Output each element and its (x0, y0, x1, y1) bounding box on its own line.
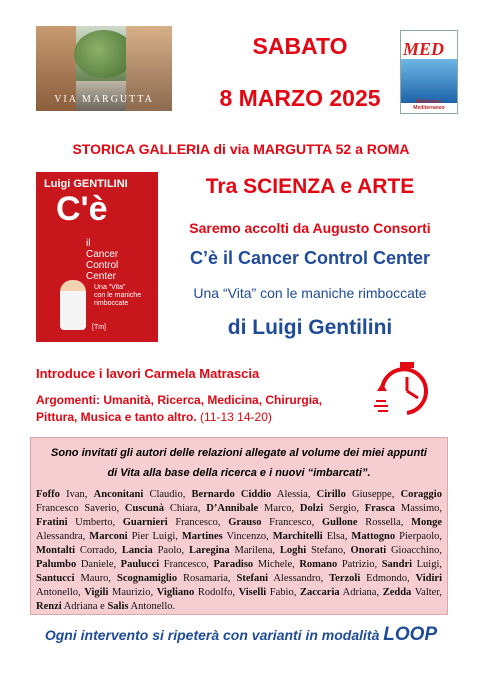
book-title-big: C'è (56, 190, 108, 228)
name-surname: Marchitelli (272, 531, 323, 542)
name-firstname: Paolo, (152, 545, 189, 556)
name-firstname: Marilena, (229, 545, 280, 556)
name-surname: Romano (299, 559, 338, 570)
book-publisher: [Tm] (92, 324, 106, 331)
name-firstname: Patrizio, (337, 559, 382, 570)
name-surname: Montalti (36, 545, 76, 556)
photo-caption: VIA MARGUTTA (54, 94, 154, 105)
invite-text: Sono invitati gli autori delle relazioni allegate al volume dei miei appunti di Vita alla base della ricerca e i nuovi “imbarcati”. (51, 447, 427, 479)
name-surname: Santucci (36, 573, 75, 584)
name-firstname: Giuseppe, (345, 489, 401, 500)
name-firstname: Fabio, (266, 587, 300, 598)
name-surname: Guarnieri (122, 517, 168, 528)
venue: STORICA GALLERIA di via MARGUTTA 52 a ROMA (72, 141, 410, 157)
med-logo (400, 30, 458, 114)
welcome-line: Saremo accolti da Augusto Consorti (189, 220, 431, 236)
names-list (36, 488, 442, 614)
loop-note: Ogni intervento si ripeterà con varianti in modalità LOOP (44, 624, 438, 645)
name-surname: Onorati (350, 545, 387, 556)
intro-line: Introduce i lavori Carmela Matrascia (36, 366, 260, 381)
name-surname: D’Annibale (206, 503, 259, 514)
name-surname: Mattogno (351, 531, 396, 542)
author-figure (60, 280, 86, 330)
book-subtitle-line: Una “Vita” con le maniche rimboccate (193, 285, 427, 301)
name-surname: Monge (411, 517, 442, 528)
name-firstname: Antonello. (128, 601, 176, 612)
name-firstname: Pierpaolo, (395, 531, 443, 542)
name-surname: Bernardo Ciddio (191, 489, 272, 500)
name-firstname: Massimo, (395, 503, 442, 514)
name-surname: Renzi (36, 601, 62, 612)
date-full: 8 MARZO 2025 (219, 85, 381, 111)
name-surname: Vigili (84, 587, 109, 598)
name-firstname: Francesco, (261, 517, 322, 528)
name-surname: Fratini (36, 517, 68, 528)
name-firstname: Rossella, (357, 517, 412, 528)
name-surname: Zedda (382, 587, 412, 598)
timer-icon (372, 360, 442, 422)
name-surname: Frasca (364, 503, 396, 514)
logo-mark: MED (403, 39, 445, 59)
name-surname: Gullone (321, 517, 358, 528)
book-title: C’è il Cancer Control Center (189, 248, 431, 268)
book-tagline: Una “Vita” con le maniche rimboccate (94, 284, 142, 307)
name-firstname: Michele, (253, 559, 300, 570)
name-surname: Lancia (121, 545, 153, 556)
name-surname: Vigliano (156, 587, 195, 598)
book-cover (36, 172, 158, 342)
name-firstname: Marco, (258, 503, 300, 514)
name-firstname: Ivan, (59, 489, 94, 500)
topics: Argomenti: Umanità, Ricerca, Medicina, Chirurgia, Pittura, Musica e tanto altro. (11-13 14-20) (36, 393, 323, 424)
name-firstname: Chiara, (164, 503, 207, 514)
book-author: Luigi GENTILINI (44, 178, 128, 190)
name-surname: Grauso (228, 517, 262, 528)
name-surname: Laregina (188, 545, 230, 556)
name-firstname: Umberto, (67, 517, 123, 528)
name-firstname: Antonello, (36, 587, 85, 598)
name-surname: Terzoli (329, 573, 361, 584)
name-surname: Foffo (36, 489, 60, 500)
name-firstname: Daniele, (76, 559, 121, 570)
book-subtitle: il Cancer Control Center (86, 238, 119, 282)
name-firstname: Edmondo, (360, 573, 416, 584)
name-firstname: Alessandro, (267, 573, 330, 584)
name-surname: Dolzi (299, 503, 324, 514)
name-surname: Martines (181, 531, 223, 542)
logo-caption: Medicina e Mediterraneo (413, 99, 445, 111)
name-surname: Zaccaria (299, 587, 340, 598)
date-day: SABATO (252, 33, 348, 59)
name-surname: Stefani (236, 573, 268, 584)
name-firstname: Mauro, (74, 573, 117, 584)
name-firstname: Vincenzo, (222, 531, 273, 542)
name-firstname: Luigi, (412, 559, 442, 570)
name-surname: Paulucci (120, 559, 160, 570)
name-surname: Cuscunà (124, 503, 165, 514)
name-firstname: Pier Luigi, (127, 531, 182, 542)
name-firstname: Rosamaria, (177, 573, 237, 584)
name-firstname: Claudio, (143, 489, 192, 500)
name-surname: Sandri (381, 559, 413, 570)
name-surname: Anconitani (93, 489, 144, 500)
name-surname: Loghi (279, 545, 307, 556)
name-surname: Paradiso (213, 559, 254, 570)
name-firstname: Gioacchino, (386, 545, 442, 556)
name-firstname: Valter, (411, 587, 443, 598)
name-firstname: Adriana e (61, 601, 108, 612)
name-surname: Salis (107, 601, 129, 612)
name-firstname: Elsa, (322, 531, 352, 542)
name-firstname: Francesco Saverio, (36, 503, 125, 514)
event-title: Tra SCIENZA e ARTE (205, 175, 415, 198)
name-surname: Vidiri (415, 573, 442, 584)
name-firstname: Francesco, (159, 559, 214, 570)
name-firstname: Rodolfo, (194, 587, 239, 598)
name-surname: Marconi (89, 531, 128, 542)
name-firstname: Stefano, (306, 545, 351, 556)
name-surname: Coraggio (400, 489, 442, 500)
name-surname: Viselli (238, 587, 267, 598)
name-firstname: Francesco, (167, 517, 229, 528)
loop-word: LOOP (383, 624, 438, 645)
name-surname: Cirillo (316, 489, 346, 500)
author-line: di Luigi Gentilini (227, 316, 393, 339)
name-surname: Palumbo (36, 559, 77, 570)
name-firstname: Alessandra, (36, 531, 90, 542)
via-margutta-photo (36, 26, 172, 111)
name-firstname: Adriana, (339, 587, 383, 598)
name-surname: Scognamiglio (117, 573, 178, 584)
name-firstname: Corrado, (75, 545, 122, 556)
name-firstname: Alessia, (271, 489, 317, 500)
hours: (11-13 14-20) (200, 410, 272, 424)
name-firstname: Sergio, (323, 503, 365, 514)
name-firstname: Maurizio, (108, 587, 157, 598)
